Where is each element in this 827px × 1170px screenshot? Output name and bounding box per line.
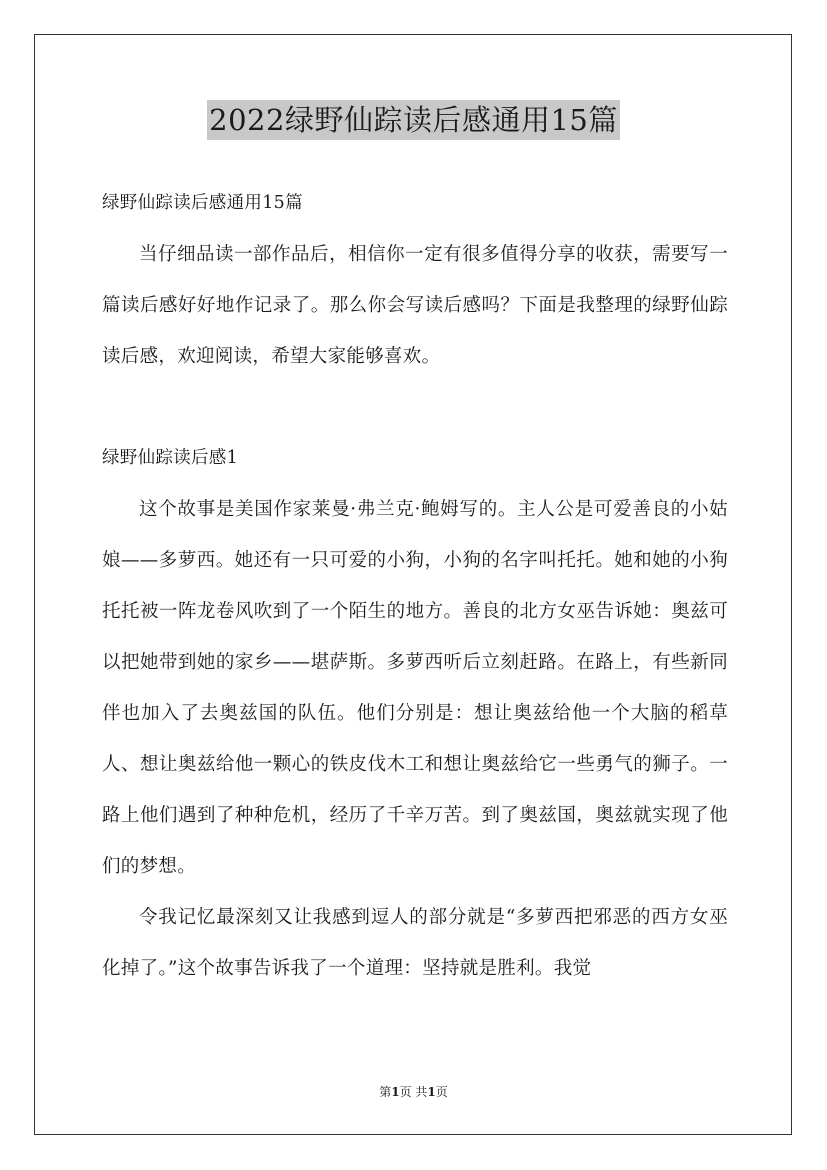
title-container — [0, 100, 827, 140]
section-spacer — [102, 382, 728, 433]
footer-page-number: 1 — [391, 1085, 400, 1099]
document-body — [102, 178, 728, 994]
document-subtitle: 绿野仙踪读后感通用15篇 — [102, 193, 303, 213]
page-footer — [0, 1083, 827, 1101]
footer-page-total: 1 — [427, 1085, 436, 1099]
footer-page-prefix: 第 — [379, 1085, 392, 1099]
body-paragraph-2: 令我记忆最深刻又让我感到逗人的部分就是“多萝西把邪恶的西方女巫化掉了。”这个故事告诉我了一个道理：坚持就是胜利。我觉 — [102, 907, 728, 979]
section-heading: 绿野仙踪读后感1 — [102, 448, 239, 468]
intro-paragraph: 当仔细品读一部作品后，相信你一定有很多值得分享的收获，需要写一篇读后感好好地作记录了。那么你会写读后感吗？下面是我整理的绿野仙踪读后感，欢迎阅读，希望大家能够喜欢。 — [102, 244, 728, 367]
document-title: 2022绿野仙踪读后感通用15篇 — [207, 100, 620, 140]
body-paragraph-1: 这个故事是美国作家莱曼·弗兰克·鲍姆写的。主人公是可爱善良的小姑娘——多萝西。她还有一只可爱的小狗，小狗的名字叫托托。她和她的小狗托托被一阵龙卷风吹到了一个陌生的地方。善良的北方女巫告诉她：奥兹可以把她带到她的家乡——堪萨斯。多萝西听后立刻赶路。在路上，有些新同伴也加入了去奥兹国的队伍。他们分别是：想让奥兹给他一个大脑的稻草人、想让奥兹给他一颗心的铁皮伐木工和想让奥兹给它一些勇气的狮子。一路上他们遇到了种种危机，经历了千辛万苦。到了奥兹国，奥兹就实现了他们的梦想。 — [102, 499, 728, 877]
footer-page-mid: 页 共 — [399, 1085, 428, 1099]
footer-page-suffix: 页 — [435, 1085, 448, 1099]
